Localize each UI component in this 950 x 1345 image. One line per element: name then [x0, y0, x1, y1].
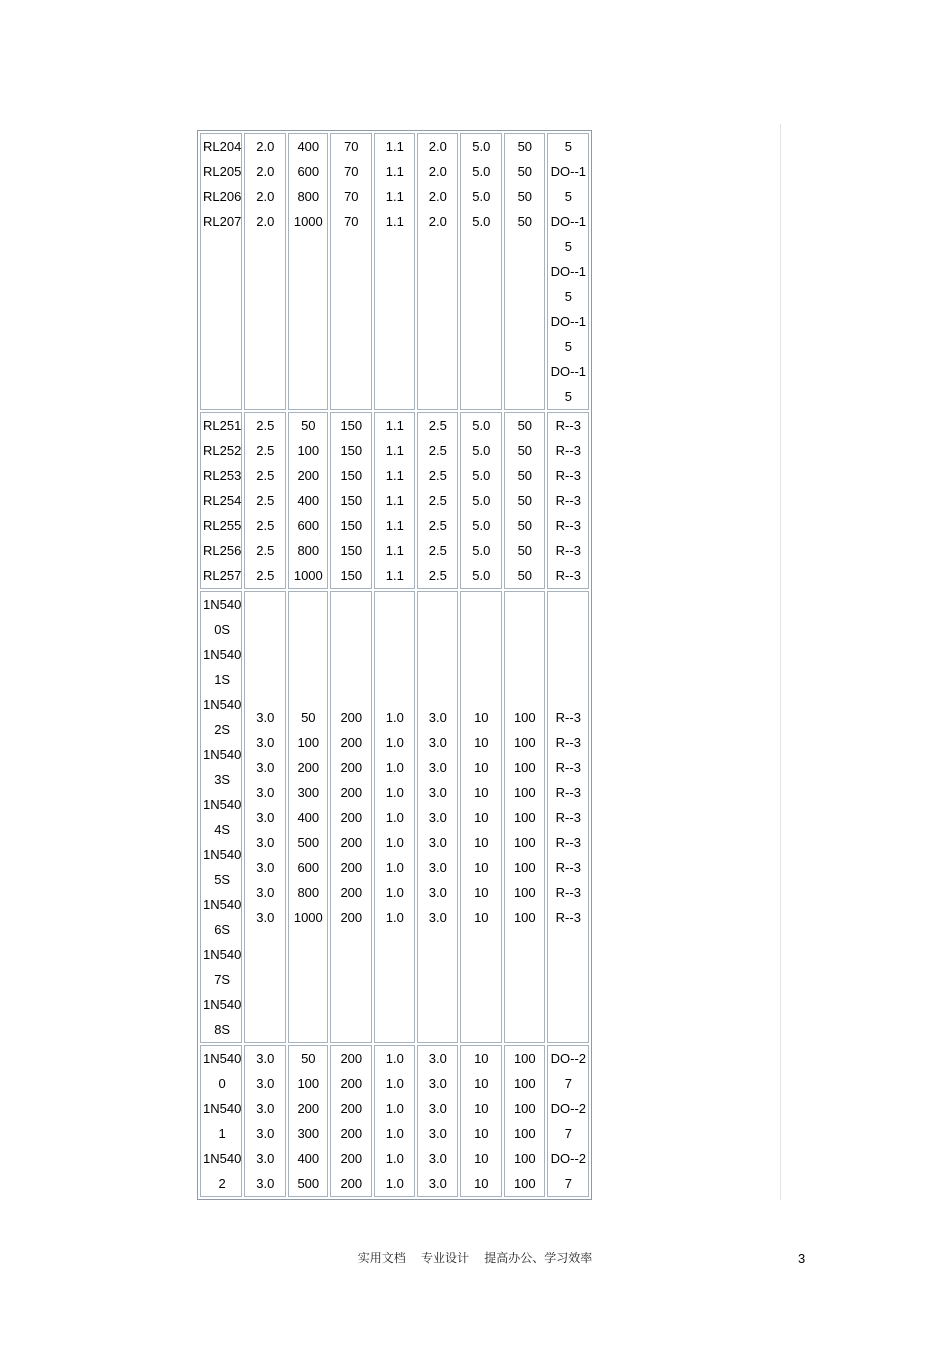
model-cell: 1N540 0 1N540 1 1N540 2 — [200, 1045, 242, 1197]
footer-text-efficiency: 提高办公、学习效率 — [484, 1251, 593, 1265]
footer-text-professional-design: 专业设计 — [420, 1251, 469, 1265]
page-divider-line — [780, 124, 781, 1200]
table-row — [200, 412, 589, 589]
package-cell: R--3 R--3 R--3 R--3 R--3 R--3 R--3 R--3 R--3 — [547, 591, 589, 1043]
table-row — [200, 133, 589, 410]
table-cell: 50 100 200 400 600 800 1000 — [288, 412, 328, 589]
table-cell: 3.0 3.0 3.0 3.0 3.0 3.0 — [244, 1045, 286, 1197]
table-cell: 1.0 1.0 1.0 1.0 1.0 1.0 1.0 1.0 1.0 — [374, 591, 415, 1043]
table-cell: 1.1 1.1 1.1 1.1 1.1 1.1 1.1 — [374, 412, 415, 589]
table-cell: 50 100 200 300 400 500 600 800 1000 — [288, 591, 328, 1043]
table-cell: 150 150 150 150 150 150 150 — [330, 412, 372, 589]
table-cell: 200 200 200 200 200 200 — [330, 1045, 372, 1197]
table-cell: 3.0 3.0 3.0 3.0 3.0 3.0 — [417, 1045, 458, 1197]
table-cell: 100 100 100 100 100 100 100 100 100 — [504, 591, 545, 1043]
table-cell: 2.0 2.0 2.0 2.0 — [417, 133, 458, 410]
table-cell: 5.0 5.0 5.0 5.0 5.0 5.0 5.0 — [460, 412, 502, 589]
table-cell: 400 600 800 1000 — [288, 133, 328, 410]
spec-table — [197, 130, 592, 1200]
model-cell: RL251 RL252 RL253 RL254 RL255 RL256 RL257 — [200, 412, 242, 589]
table-row — [200, 1045, 589, 1197]
page-footer — [0, 1249, 950, 1266]
table-cell: 200 200 200 200 200 200 200 200 200 — [330, 591, 372, 1043]
table-cell: 10 10 10 10 10 10 — [460, 1045, 502, 1197]
footer-text-practical-doc: 实用文档 — [357, 1251, 406, 1265]
table-cell: 5.0 5.0 5.0 5.0 — [460, 133, 502, 410]
table-cell: 2.0 2.0 2.0 2.0 — [244, 133, 286, 410]
table-cell: 100 100 100 100 100 100 — [504, 1045, 545, 1197]
table-cell: 3.0 3.0 3.0 3.0 3.0 3.0 3.0 3.0 3.0 — [417, 591, 458, 1043]
table-cell: 3.0 3.0 3.0 3.0 3.0 3.0 3.0 3.0 3.0 — [244, 591, 286, 1043]
table-cell: 2.5 2.5 2.5 2.5 2.5 2.5 2.5 — [417, 412, 458, 589]
table-cell: 50 100 200 300 400 500 — [288, 1045, 328, 1197]
page-number: 3 — [798, 1251, 806, 1266]
table-cell: 1.1 1.1 1.1 1.1 — [374, 133, 415, 410]
model-cell: RL204 RL205 RL206 RL207 — [200, 133, 242, 410]
table-cell: 1.0 1.0 1.0 1.0 1.0 1.0 — [374, 1045, 415, 1197]
model-cell: 1N540 0S 1N540 1S 1N540 2S 1N540 3S 1N540 4S 1N540 5S 1N540 6S 1N540 7S 1N540 8S — [200, 591, 242, 1043]
package-cell: 5 DO--1 5 DO--1 5 DO--1 5 DO--1 5 DO--1 5 — [547, 133, 589, 410]
table-cell: 50 50 50 50 50 50 50 — [504, 412, 545, 589]
table-cell: 2.5 2.5 2.5 2.5 2.5 2.5 2.5 — [244, 412, 286, 589]
package-cell: DO--2 7 DO--2 7 DO--2 7 — [547, 1045, 589, 1197]
table-cell: 50 50 50 50 — [504, 133, 545, 410]
table-cell: 70 70 70 70 — [330, 133, 372, 410]
table-cell: 10 10 10 10 10 10 10 10 10 — [460, 591, 502, 1043]
table-row — [200, 591, 589, 1043]
package-cell: R--3 R--3 R--3 R--3 R--3 R--3 R--3 — [547, 412, 589, 589]
